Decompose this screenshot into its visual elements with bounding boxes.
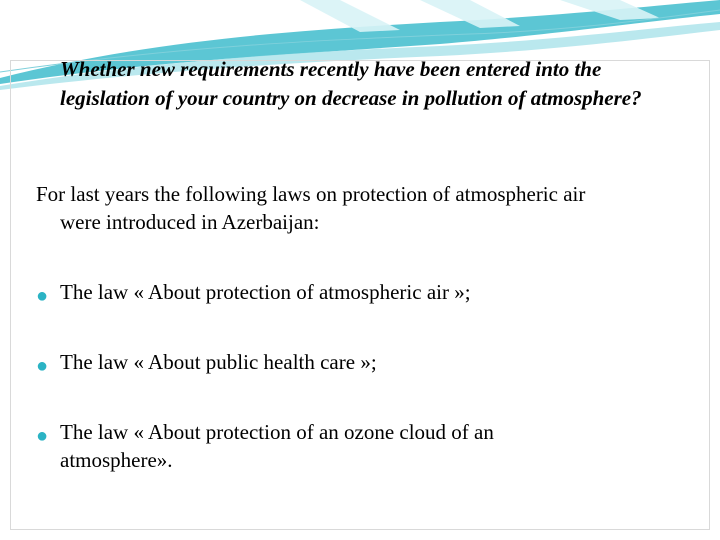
bullet-text-2: The law « About public health care »; [60,350,377,374]
bullet-text-3: The law « About protection of an ozone cloud of an [60,420,494,444]
bullet-item-2 [36,348,676,376]
slide-title: Whether new requirements recently have been entered into the legislation of your country on decrease in pollution of atmosphere? [60,57,642,110]
intro-line-1: For last years the following laws on protection of atmospheric air [36,182,586,206]
bullet-item-1 [36,278,676,306]
intro-paragraph [36,180,686,236]
wave-stripe-1 [300,0,400,32]
bullet-dot-icon: ● [36,425,49,447]
bullet-text-1: The law « About protection of atmospheric air »; [60,280,471,304]
bullet-dot-icon: ● [36,355,49,377]
intro-line-2: were introduced in Azerbaijan: [60,210,320,234]
bullet-item-3 [36,418,676,474]
bullet-text-3-continued: atmosphere». [60,448,173,472]
bullet-dot-icon: ● [36,285,49,307]
